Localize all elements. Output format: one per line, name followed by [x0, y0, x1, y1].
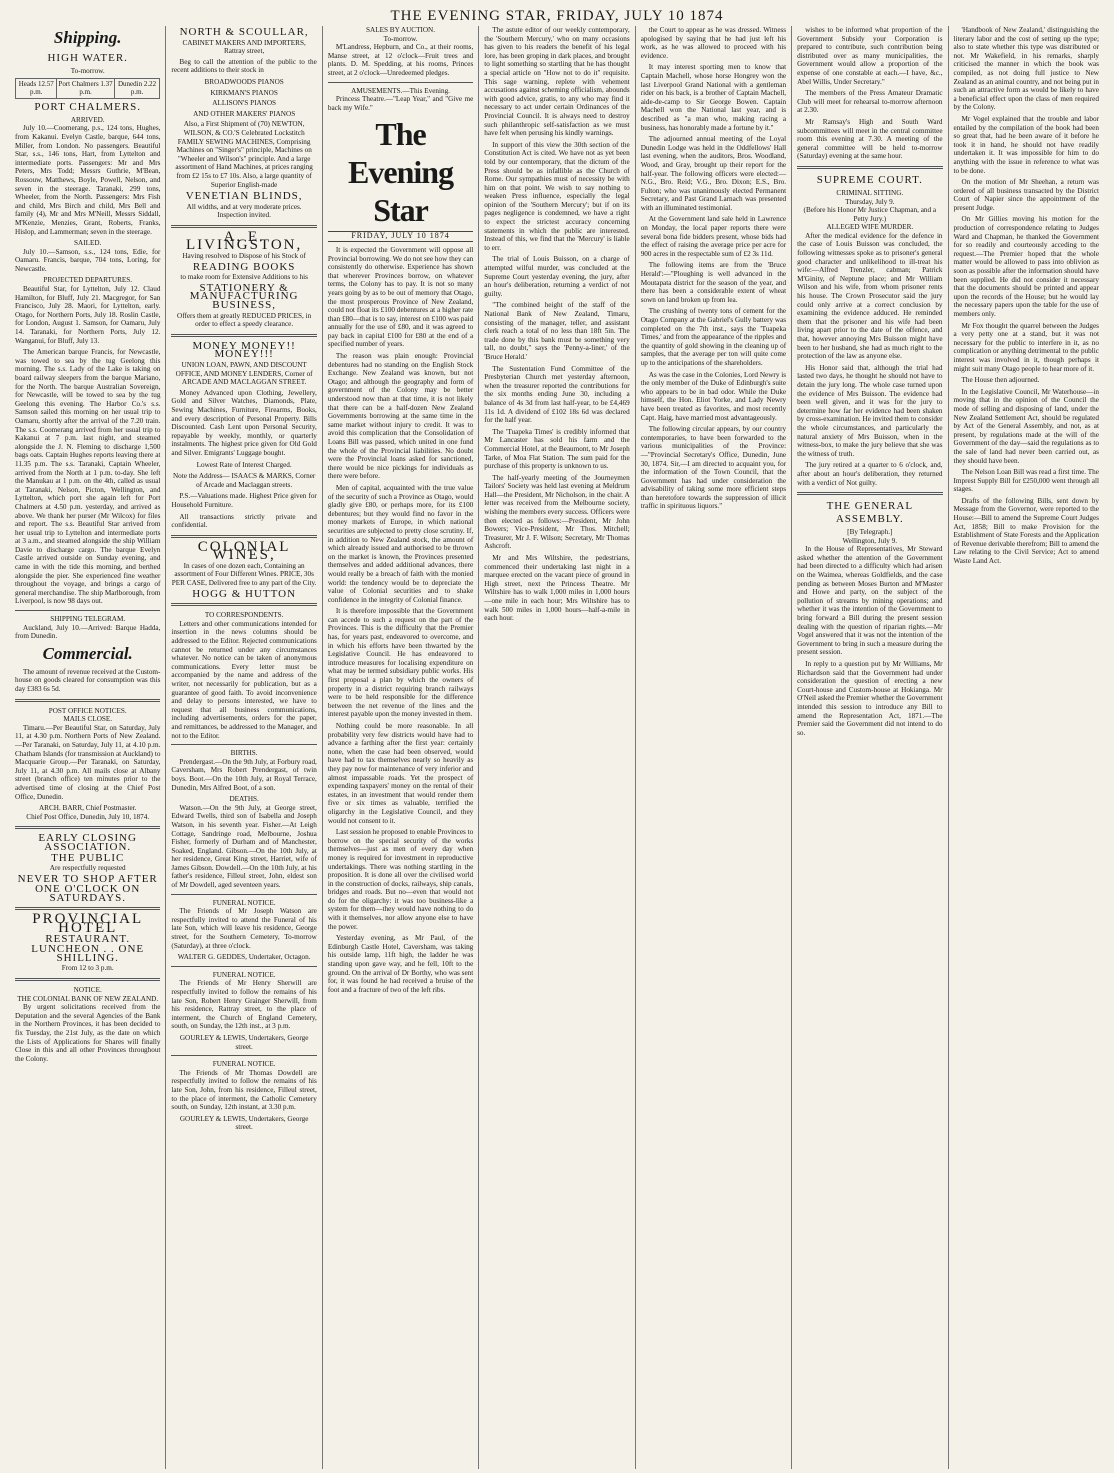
closing-line-1: THE PUBLIC: [51, 851, 125, 864]
pianos-list: [171, 78, 316, 118]
bank-heading: THE COLONIAL BANK OF NEW ZEALAND.: [17, 994, 159, 1003]
court-case: ALLEGED WIFE MURDER.: [826, 223, 914, 232]
ad1-text-2: Also, a First Shipment of (70) NEWTON, WILSON, & CO.'S Celebrated Lockstitch FAMILY SEWING MACHINES, Comprising Machines on "Singer's" principle, Machines on "Wheeler and Wilson's" principle. And a large assortment of Hand Machines, at prices ranging from £2 15s to £7 10s. Also, a large quantity of Superior English-made: [175, 120, 313, 189]
ad1-foot: All widths, and at very moderate prices. Inspection invited.: [186, 202, 302, 220]
ad1-heading: NORTH & SCOULLAR,: [179, 26, 309, 38]
leader-paragraph: It is therefore impossible that the Government can accede to such a request on the part of the Provinces. This is the difficulty that the Premier has, for years past, endeavored to overcome, and in which his efforts have been thwarted by the Legislative Council. He has endeavored to introduce measures for localising expenditure on what may be termed subsidiary public works. His first proposal a plan by which the owners of property in a district requiring branch railways were to be held responsible for the difference between the net revenue of the lines and the interest payable upon the money invested in them.: [327, 607, 474, 719]
news-paragraph: On Mr Gillies moving his motion for the production of correspondence relating to Judges Ward and Chapman, he thanked the Government for so readily and courteously acceding to the request.—The Premier hoped that the whole matter would be allowed to pass into oblivion as soon as possible after the information should have been supplied. He did not consider it necessary that the documents should be printed and appear upon the records of the House; but he would lay the necessary papers upon the table for the use of members only.: [953, 215, 1099, 318]
news-paragraph: Mr Vogel explained that the trouble and labor entailed by the compilation of the book had been so great that, had he been aware of it before he took it in hand, he should not have readily undertaken it. It was impossible for him to do anything with the issue in reference to what was to be done.: [953, 114, 1099, 175]
funeral-3-text: The Friends of Mr Thomas Dowdell are respectfully invited to follow the remains of his late Son, John, from his residence, Filleul street, to the place of interment, the Catholic Cemetery south, on Sunday, 12th instant, at 3.30 p.m.: [171, 1068, 317, 1112]
piano-item: KIRKMAN'S PIANOS: [210, 88, 278, 97]
news-paragraph: The following items are from the 'Bruce Herald':—"Ploughing is well advanced in the Moutapata district for the season of the year, and there has been a considerable extent of wheat sown on land broken up from lea.: [640, 261, 787, 304]
ad3-heading: MONEY MONEY!! MONEY!!!: [192, 339, 296, 361]
news-paragraph: As was the case in the Colonies, Lord Newry is the only member of the Duke of Edinburgh's suite who appears to be in bad odor. While the Duke himself, the Hon. Eliot Yorke, and Lady Newry have been treated as favorites, and most recently Capt. Haig, have married most advantageously.: [640, 370, 787, 422]
north-scoullar-ad: [171, 28, 316, 56]
funeral-2-text: The Friends of Mr Henry Sherwill are respectfully invited to follow the remains of his late Son, Robert Henry Grainger Sherwill, from his residence, Rattray street, to the place of interment, the Church of England Cemetery, south, on Sunday, the 12th inst., at 3 p.m.: [171, 979, 317, 1031]
news-paragraph: The adjourned annual meeting of the Loyal Dunedin Lodge was held in the Oddfellows' Hall last evening, when the auditors, Bros. Woodland, Wood, and Gray, brought up their report for the half-year. The following officers were elected:—N.G., Bro. Reid; V.G., Bro. Dixon; E.S., Bro. Fulton; who was unanimously elected Permanent Secretary, and Past Grand Larnach was presented with an illuminated testimonial.: [640, 135, 787, 212]
supreme-court-heading: SUPREME COURT.: [816, 173, 923, 186]
ad2-heading: A. E. LIVINGSTON,: [185, 228, 303, 254]
closing-line-4: ONE O'CLOCK ON SATURDAYS.: [35, 883, 141, 904]
news-paragraph: At the Government land sale held in Lawrence on Monday, the local paper reports there were several bona fide bidders present, whose bids had the effect of raising the average price per acre for 900 acres in the respectable sum of £2 3s 11d.: [640, 215, 787, 258]
ad1-sub: CABINET MAKERS AND IMPORTERS, Rattray street,: [182, 38, 306, 56]
column-6: [792, 26, 948, 1469]
assembly-text: In reply to a question put by Mr Williams, Mr Richardson said that the Government had under consideration the question of erecting a new Court-house and Custom-house at Hokianga. Mr O'Neil asked the Premier whether the Government intended this session to introduce any Bill to amend the Representation Act, 1871.—The Premier said the Government did not intend to do so.: [797, 660, 943, 737]
correspondents-heading: TO CORRESPONDENTS.: [204, 611, 284, 620]
news-paragraph: Mr Ramsay's High and South Ward subcommittees will meet in the central committee room this evening at 7.30. A meeting of the general committee will be held to-morrow (Saturday) evening at the same hour.: [797, 117, 943, 161]
news-paragraph: On the motion of Mr Sheehan, a return was ordered of all business transacted by the District Court of Napier since the appointment of the present Judge.: [953, 178, 1099, 212]
news-paragraph: Mr Fox thought the quarrel between the Judges a very petty one at a stand, but it was not necessary for the public to interfere in it, as no complication or anything detrimental to the public interest was involved in it, though perhaps it might suit many Otago people to hear more of it.: [953, 321, 1099, 373]
leader-paragraph: It is expected the Government will oppose all Provincial borrowing. We do not see how they can consistently do otherwise. Experience has shown that wherever Provinces borrow, on whatever terms, the Colony has to pay. It is not so many years going by as to be out of memory that Otago, the most prosperous Province of New Zealand, could not float its £100 debentures at a higher rate than £80—that is to say, interest on £100 was paid annually for the use of £80, and it was agreed to pay back in capital £100 for £80 at the end of a specified number of years.: [327, 245, 474, 349]
commercial-heading: Commercial.: [42, 643, 133, 663]
column-2: [166, 26, 322, 1469]
ad3-address: Note the Address— ISAACS & MARKS, Corner of Arcade and Maclaggan streets.: [172, 472, 316, 489]
high-water-sub: To-morrow.: [70, 67, 105, 75]
sales-heading: SALES BY AUCTION.: [366, 26, 436, 34]
ad1-text: Beg to call the attention of the public to the recent additions to their stock in: [171, 57, 317, 75]
assembly-sub: [By Telegraph.]: [847, 528, 893, 537]
assembly-date: Wellington, July 9.: [842, 536, 898, 545]
colonial-wines-ad: [171, 538, 317, 600]
telegram-heading: SHIPPING TELEGRAM.: [50, 615, 126, 624]
column-1: [10, 26, 166, 1469]
news-paragraph: wishes to be informed what proportion of the Government Subsidy your Corporation is prepared to contribute, such contribution being distributed over as many municipalities, the Government would allow a proportion of the expense of one constable at each.—I have, &c., Abel Willis, Under Secretary.": [797, 26, 943, 86]
ad1-blinds: VENETIAN BLINDS,: [185, 190, 303, 203]
news-paragraph: The members of the Press Amateur Dramatic Club will meet for rehearsal to-morrow afternoon at 2.30.: [797, 89, 943, 115]
sales-sub: To-morrow.: [383, 34, 418, 43]
notice-heading: NOTICE.: [73, 986, 102, 995]
funeral-3-heading: FUNERAL NOTICE.: [212, 1060, 276, 1069]
tide-dunedin: Dunedin 2.22 p.m.: [114, 78, 160, 98]
post-sub: MAILS CLOSE.: [63, 715, 113, 724]
hotel-line-1: LUNCHEON . . ONE SHILLING.: [31, 943, 145, 964]
dateline: FRIDAY, JULY 10 1874: [328, 231, 473, 242]
hotel-heading: PROVINCIAL HOTEL: [32, 911, 144, 937]
news-paragraph: The trial of Louis Buisson, on a charge of attempted wilful murder, was concluded at the Supreme Court yesterday evening, the jury, after an hour's deliberation, returning a verdict of not guilty.: [484, 255, 630, 298]
closing-line-2: Are respectfully requested: [49, 864, 126, 873]
news-paragraph: It may interest sporting men to know that Captain Machell, whose horse Hongrey won the last Liverpool Grand National with a gentleman rider on his back, is a brother of Captain Machell, aide-de-camp to Sir George Bowen. Captain Machell won the National last year, and is described as "a man who, making racing a business, has honorably made a fortune by it.": [640, 63, 787, 132]
ad3-ps-2: All transactions strictly private and confidential.: [171, 512, 317, 530]
funeral-1-sign: WALTER G. GEDDES, Undertaker, Octagon.: [177, 953, 311, 962]
amusements-heading: AMUSEMENTS.—This Evening.: [351, 86, 450, 95]
livingston-ad: [171, 228, 316, 329]
ad2-line-4: Offers them at greatly REDUCED PRICES, in order to effect a speedy clearance.: [177, 311, 312, 329]
column-7: [949, 26, 1104, 1469]
bank-text: By urgent solicitations received from the Deputation and the several Agencies of the Bank in the Northern Provinces, it has been decided to fix Tuesday, the 21st July, as the date on which the Lists of Applications for Shares will finally Close in this and all other Provinces throughout the Colony.: [15, 1003, 161, 1063]
piano-item: ALLISON'S PIANOS: [212, 99, 277, 108]
column-5: [636, 26, 792, 1469]
leader-paragraph: Men of capital, acquainted with the true value of the security of such a Province as Otago, would gladly give £80, or perhaps more, for its £100 debentures; but they would find no favor in the money markets of Europe, in which national securities are subjected to pretty close scrutiny. If, in addition to New Zealand stock, the amount of which already issued and authorised to be thrown on the market is known, the Provinces presented themselves and added additional advances, there would really be a breach of faith with the monied world: the tendency would be to depreciate the value of Colonial securities and to shake confidence in the integrity of Colonial finance.: [327, 483, 474, 604]
commercial-text: The amount of revenue received at the Custom-house on goods cleared for consumption was this day £383 6s 5d.: [15, 667, 161, 693]
news-paragraph: The crushing of twenty tons of cement for the Otago Company at the Gabriel's Gully battery was completed on the 7th inst., says the 'Tuapeka Times,' and from the appearance of the ripples and the quantity of gold showing in the cleaning up of samples, that the average per ton will quite come up to the anticipations of the shareholders.: [640, 307, 787, 367]
post-date: Chief Post Office, Dunedin, July 10, 1874.: [26, 812, 150, 821]
court-text: His Honor said that, although the trial had lasted two days, he thought he should not have to detain the jury long. The whole case turned upon the evidence of Mrs Buisson. The evidence had been well given, and it was for the jury to determine how far her evidence had been shaken by cross-examination. He invited them to consider the whole circumstances, and particularly the natural anxiety of Mrs Buisson, when in the witness-box, to make the jury believe that she was the witness of truth.: [797, 363, 943, 458]
sales-text: M'Landress, Hepburn, and Co., at their rooms, Manse street, at 12 o'clock—Fruit trees and plants. D. M. Spedding, at his rooms, Princes street, at 2 o'clock—Unredeemed pledges.: [327, 43, 474, 77]
nameplate: The Evening Star: [348, 116, 454, 229]
correspondents-text: Letters and other communications intended for insertion in the news columns should be addressed to the Editor. Rejected communications cannot be returned under any circumstances whatever. No notice can be taken of anonymous communications. Every letter must be accompanied by the name and address of the writer, not necessarily for publication, but as a guarantee of good faith. To avoid inconvenience and delay to persons interested, we have to request that all business communications, including advertisements, orders for the paper, and remittances, be addressed to the Manager, and not to the Editor.: [171, 619, 317, 740]
news-paragraph: The 'Tuapeka Times' is credibly informed that Mr Lancaster has sold his farm and the Commercial Hotel, at the Beaumont, to Mr Joseph Tarke, of Moa Flat Station. The sum paid for the purchase of this property is unknown to us.: [484, 427, 630, 471]
amusements-text: Princess Theatre.—"Leap Year," and "Give me back my Wife.": [327, 95, 474, 112]
news-paragraph: The following circular appears, by our country contemporaries, to have been forwarded to the various municipalities of the Province:—"Provincial Secretary's Office, Dunedin, June 30, 1874. Sir,—I am directed to acquaint you, for the information of the Town Council, that the Government has had under consideration the advisability of taking some more efficient steps than heretofore towards the suppression of illicit traffic in spirituous liquors.": [640, 425, 787, 511]
news-paragraph: The half-yearly meeting of the Journeymen Tailors' Society was held last evening at Meldrum Hall—the President, Mr Nicholson, in the chair. A letter was received from the Melbourne society, wishing the members every success. Officers were then elected as follows:—President, Mr John Bowers; Vice-President, Mr Thos. Mitchell; Treasurer, Mr J. F. Wilson; Secretary, Mr Thomas Ashcroft.: [484, 473, 630, 551]
ad2-line-1: READING BOOKS: [192, 260, 296, 273]
news-paragraph: In the Legislative Council, Mr Waterhouse—in moving that in the opinion of the Council the mode of selling and disposing of land, under the New Zealand Settlement Act, should be regulated by Act of the General Assembly, and not, as at present, by regulations made at the will of the Government of the day—said the regulations as to the sale of land had never been carried out, as they should have been.: [953, 387, 1099, 465]
post-heading: POST OFFICE NOTICES.: [48, 706, 127, 715]
arrived-text: July 10.—Coomerang, p.s., 124 tons, Hughes, from Kakanui. Evelyn Castle, barque, 644 tons, Miller, from London. No passengers. Beautiful Star, s.s., 146 tons, Hart, from Lyttelton and intermediate ports. Passengers: Mr and Mrs Peters, Mrs Todd; Messrs Guthrie, M'Bean, Rossouw, Matthews, Boyle, Powell, Nelson, and seven in the steerage. Taranaki, 299 tons, Wheeler, from the North. Passengers: Mrs Fish and child, Mrs Birch and child, Mrs Bell and family (4), Mr and Mrs M'Neill, Messrs Siddall, M'Kenzie, Menzies, Grant, Roberts, Franks, Hislop, and Lammerman; seven in the steerage.: [15, 124, 161, 236]
piano-item: AND OTHER MAKERS' PIANOS: [193, 109, 296, 118]
closing-heading: EARLY CLOSING ASSOCIATION.: [38, 832, 137, 853]
column-4: [479, 26, 635, 1469]
court-text: The jury retired at a quarter to 6 o'clock, and, after about an hour's deliberation, they returned with a verdict of Not guilty.: [797, 461, 943, 487]
births-text: Prendergast.—On the 9th July, at Forbury road, Caversham, Mrs Robert Prendergast, of twin boys. Boot.—On the 10th July, at Royal Terrace, Dunedin, Mrs Alfred Boot, of a son.: [171, 757, 317, 792]
post-sign: ARCH. BARR, Chief Postmaster.: [38, 804, 137, 813]
ad3-rate: Lowest Rate of Interest Charged.: [196, 460, 292, 469]
provincial-hotel-ad: [15, 911, 160, 973]
funeral-1-text: The Friends of Mr Joseph Watson are respectfully invited to attend the Funeral of his late Son, which will leave his residence, George street, for the Southern Cemetery, To-morrow (Saturday), at three o'clock.: [171, 907, 317, 950]
funeral-2-sign: GOURLEY & LEWIS, Undertakers, George street.: [179, 1033, 309, 1051]
court-date: Thursday, July 9.: [845, 197, 895, 206]
news-paragraph: Drafts of the following Bills, sent down by Message from the Governor, were reported to the House:—Bill to amend the Supreme Court Judges Act, 1858; Bill to make Provision for the Establishment of State Forests and the Application of Revenue derivable therefrom; Bill to amend the Law relating to the Civil Service; Act to amend Waste Land Act.: [953, 496, 1099, 566]
sailed-heading: SAILED.: [74, 239, 102, 248]
news-paragraph: The House then adjourned.: [961, 376, 1040, 385]
funeral-2-heading: FUNERAL NOTICE.: [212, 970, 276, 979]
ad2-text: Having resolved to Dispose of his Stock of: [182, 252, 306, 261]
news-paragraph: The Nelson Loan Bill was read a first time. The Imprest Supply Bill for £250,000 went through all stages.: [953, 468, 1099, 494]
post-text: Timaru.—Per Beautiful Star, on Saturday, July 11, at 4.30 p.m. Northern Ports of New Zealand.—Per Taranaki, on Saturday, July 11, at 4.10 p.m. Chatham Islands (for transmission at Auckland) to Macquarie Group.—Per Taranaki, on Saturday, July 11, at 4.30 p.m. All mails close at Albany street (branch office) ten minutes prior to the advertised time of closing at the Chief Post Office, Dunedin.: [15, 723, 161, 801]
court-sub: CRIMINAL SITTING.: [836, 188, 904, 197]
projected-text: Beautiful Star, for Lyttelton, July 12. Claud Hamilton, for Bluff, July 21. Macgregor, for San Francisco, July 28. Maori, for Lyttelton, early. Otago, for Northern Ports, July 18. Roslin Castle, for London, August 1. Samson, for Oamaru, July 14. Taranaki, for Northern Ports, July 12. Wanganui, for Bluff, July 13.: [15, 285, 161, 345]
funeral-1-heading: FUNERAL NOTICE.: [212, 898, 276, 907]
news-paragraph: the Court to appear as he was dressed. Witness apologised by saying that he had just left his work, as he was allowed to proceed with his evidence.: [640, 26, 787, 60]
court-before: (Before his Honor Mr Justice Chapman, and a Petty Jury.): [803, 206, 937, 223]
shipping-body: The American barque Francis, for Newcastle, was towed to sea by the tug Geelong this morning. The s.s. Lady of the Lake is taking on board railway sleepers from the barque Mariano, for the North. The barque Australian Sovereign, for Newcastle, will be towed to sea by the tug Geelong this evening. The Harbor Co.'s s.s. Samson sailed this morning on her usual trip to Oamaru, shortly after the arrival of the 7.20 train. The s.s. Coomerang arrived from her usual trip to Kakanui at 7 p.m. last night, and steamed alongside the J. N. Fleming to discharge 1,500 bags oats. Captain Hughes reports leaving there at 11.35 p.m. The s.s. Taranaki, Captain Wheeler, arrived from the North at 1 p.m. to-day. She left the Manukau at 1 p.m. on the 4th, called as usual at Taranaki, Nelson, Picton, Wellington, and Lyttelton, which port she again left for Port Chalmers at 4.50 p.m. yesterday, and arrived as above. We thank her purser (Mr Wilcox) for files and report. The s.s. Beautiful Star arrived from her usual trip to Lyttelton and intermediate ports at 3 a.m., and steamed alongside the ship William Davie to discharge cargo. The barque Evelyn Castle arrived outside on Sunday evening, and came in with the tide this morning, and berthed alongside the pier. She experienced fine weather throughout the voyage, and brings a cargo of general merchandise. The ship Marlborough, from Liverpool, is now 98 days out.: [15, 348, 161, 606]
projected-heading: PROJECTED DEPARTURES.: [43, 276, 133, 285]
telegram-text: Auckland, July 10.—Arrived: Barque Hadda, from Dunedin.: [15, 623, 161, 641]
ad3-ps: P.S.—Valuations made. Highest Price given for Household Furniture.: [171, 492, 317, 509]
news-paragraph: Mr and Mrs Wiltshire, the pedestrians, commenced their undertaking last night in a marquee erected on the vacant piece of ground in High street, next the Princess Theatre. Mr Wiltshire has to walk 1,000 miles in 1,000 hours—one mile in each hour; Mrs Wiltshire has to walk 500 miles in 1,000 hours—half-a-mile in each hour.: [484, 554, 630, 623]
news-paragraph: 'Handbook of New Zealand,' distinguishing the literary labor and the cost of setting up the type; also to state whether this type was distributed or not. Mr Wakefield, in his remarks, sharply criticised the manner in which the book was compiled, as not doing full justice to New Zealand as an animal country, and not being put in such an attractive form as would be likely to have a beneficial effect upon the class of men required by the Colony.: [953, 26, 1099, 112]
ad2-line-2: to make room for Extensive Additions to his: [180, 273, 308, 282]
column-3: [323, 26, 479, 1469]
tide-table: [15, 78, 160, 99]
port-heading: PORT CHALMERS.: [34, 100, 142, 113]
news-paragraph: The Sustentation Fund Committee of the Presbyterian Church met yesterday afternoon, when the treasurer reported the contributions for the six months ending June 30, including a balance of 4s 3d from last half-year, to be £4,469 11s 1d. A dividend of £102 18s 6d was declared for the half year.: [484, 364, 630, 425]
early-closing-ad: [15, 834, 160, 902]
funeral-3-sign: GOURLEY & LEWIS, Undertakers, George street.: [179, 1114, 309, 1132]
leader-paragraph: Nothing could be more reasonable. In all probability very few districts would have had to advance a farthing after the first year: certainly none, when the case had been observed, would have had to tax themselves nearly so heavily as they pay now for maintenance of very inferior and almost impassable roads. Yet the prospect of expending taxpayers' money on the rental of their estates, in an investment that would render them five or six times as valuable, terrified the oligarchy in the Legislative Council, and they would not consent to it.: [327, 722, 474, 825]
news-paragraph: In support of this view the 30th section of the Constitution Act is cited. We have not as yet been told by our contemporary, that the dictum of the Press should be as infallible as the Church of Rome. Our sympathies must of necessity be with him on that point. We wish to say nothing to weaken Press influence, especially the legal opinion of the 'Southern Mercury'; but if on its pages negligence is condemned, we have a right to expect the strictest accuracy concerning statements in which the public are interested. Instead of this, we find that the 'Mercury' is liable to err.: [484, 140, 630, 252]
tide-heads: Heads 12.57 p.m.: [16, 78, 57, 98]
columns: [10, 26, 1104, 1469]
deaths-text: Watson.—On the 9th July, at George street, Edward Twells, third son of Isabella and Joseph Watson, in his seventh year. Fisher.—At Leigh Cottage, Sandringe road, Melbourne, Joshua Fisher, formerly of Durham and of Manchester, Soaked, England. Gibson.—On the 10th July, at her residence, Great King street, Harriet, wife of James Gibson. Dowdell.—On the 10th July, at his father's residence, Filleul street, John, eldest son of Mr Dowdell, aged seventeen years.: [171, 803, 317, 890]
hotel-line-2: From 12 to 3 p.m.: [61, 964, 114, 973]
deaths-heading: DEATHS.: [229, 795, 259, 804]
news-paragraph: "The combined height of the staff of the National Bank of New Zealand, Timaru, consisting of the manager, teller, and assistant clerk reach a total of no less than 18ft 5in. The trade done by this bank must be something very tall, no doubt," says the 'Penny-a-liner,' of the 'Bruce Herald.': [484, 301, 630, 361]
ad4-sign: HOGG & HUTTON: [192, 587, 297, 600]
masthead: THE EVENING STAR, FRIDAY, JULY 10 1874: [390, 8, 724, 24]
closing-line-3: NEVER TO SHOP AFTER: [17, 872, 158, 885]
news-paragraph: The astute editor of our weekly contemporary, the 'Southern Mercury,' who on many occasions has given to his readers the benefit of his legal lore, has been groping in dark places, and brought to light something so startling that he has thought a special article on "How not to do it" requisite. This sage warning, replete with vehement accusations against scheming officialism, abounds with good advice, gratis, to any who may find it necessary to act under certain Ordinances of the Provincial Council. It is always need to destroy such philanthropic self-satisfaction as we must have felt when perusing his kindly warnings.: [484, 26, 630, 138]
sailed-text: July 10.—Samson, s.s., 124 tons, Edie, for Oamaru. Francis, barque, 704 tons, Loring, for Newcastle.: [15, 247, 161, 273]
ad3-sub: UNION LOAN, PAWN, AND DISCOUNT OFFICE, AND MONEY LENDERS, Corner of ARCADE AND MACLAGGAN STREET.: [175, 361, 313, 387]
births-heading: BIRTHS.: [230, 749, 258, 758]
leader-paragraph: Yesterday evening, as Mr Paul, of the Edinburgh Castle Hotel, Caversham, was taking his outside lamp, 11ft high, the ladder he was standing upon gave way, and he fell, 10ft to the ground. On the arrival of Dr Borthy, who was sent for, it was found he had received a bruise of the foot and a fracture of two of the left ribs.: [327, 934, 474, 994]
money-ad: [171, 339, 316, 387]
ad4-heading: COLONIAL WINES,: [197, 538, 291, 564]
high-water-heading: HIGH WATER.: [47, 52, 128, 64]
hotel-sub: RESTAURANT.: [45, 932, 131, 945]
piano-item: BROADWOODS PIANOS: [204, 77, 284, 86]
arrived-heading: ARRIVED.: [70, 115, 105, 124]
ad2-line-3: STATIONERY & MANUFACTURING BUSINESS,: [189, 281, 299, 312]
leader-paragraph: The reason was plain enough: Provincial debentures had no standing on the English Stock Exchange. New Zealand was known, but not Otago; and although the geography and form of government of the Colony may be better understood now than at that time, it is not likely that there can be a half-dozen New Zealand Governments borrowing at the same time in the same market without injury to credit. It was to avoid this complication that the Consolidation of Loans Bill was passed, which united in one fund the whole of the Provincial liabilities. No doubt were the Provincial loans asked for sanctioned, there would be nice pickings for individuals as there were before.: [327, 352, 474, 481]
ad4-text: In cases of one dozen each, Containing an assortment of Four Different Wines. PRICE, 30s PER CASE, Delivered free to any part of the City.: [171, 561, 317, 588]
assembly-text: In the House of Representatives, Mr Steward asked whether the attention of the Government had been directed to a difficulty which had arisen on the Waimea, whereas Goldfields, and the case pending as between Moses Burton and M'Master and Howe and party, on the subject of the pollution of streams by mining operations; and whether it was the intention of the Government to bring forward a Bill during the present session dealing with the question of riparian rights.—Mr Vogel answered that it was not the intention of the Government to bring in such a measure during the present session.: [797, 545, 943, 657]
shipping-heading: Shipping.: [53, 28, 122, 47]
tide-port-chalmers: Port Chalmers 1.37 p.m.: [57, 78, 114, 98]
leader-paragraph: Last session he proposed to enable Provinces to borrow on the special security of the works themselves—just as men of every day when money is required for investment in reproductive undertakings. There was nothing startling in the proposition. It is done all over the civilised world in the construction of docks, railways, ship canals, bridges and roads. But no—even that would not do for the oligarchy: it was too business-like a system for them—they would have nothing to do with it themselves, nor allow anyone else to have the power.: [327, 828, 474, 931]
court-text: After the medical evidence for the defence in the case of Louis Buisson was concluded, the following witnesses spoke as to prisoner's general good character and unlikelihood to ill-treat his wife:—Alfred Trenzler, cabman; Patrick M'Ginity, of Neptune place; and Mr William Wilson and his wife, from whom prisoner rents his house. The Crown Prosecutor said the jury could only arrive at a correct conclusion by examining the evidence adduced. He reminded them that the prisoner and his wife had been living apart prior to the date of the offence, and that, however annoying Mrs Buisson might have been to her husband, she had as much right to the protection of the law as anyone else.: [797, 231, 943, 361]
assembly-heading: THE GENERAL ASSEMBLY.: [826, 500, 914, 526]
ad3-text: Money Advanced upon Clothing, Jewellery, Gold and Silver Watches, Diamonds, Plate, Sewing Machines, Furniture, Firearms, Books, and every description of Personal Property. Bills Discounted. Cash Lent upon Personal Security, repayable by weekly, monthly, or quarterly instalments. The highest price given for Old Gold and Silver. Emigrants' Luggage bought.: [171, 388, 317, 457]
